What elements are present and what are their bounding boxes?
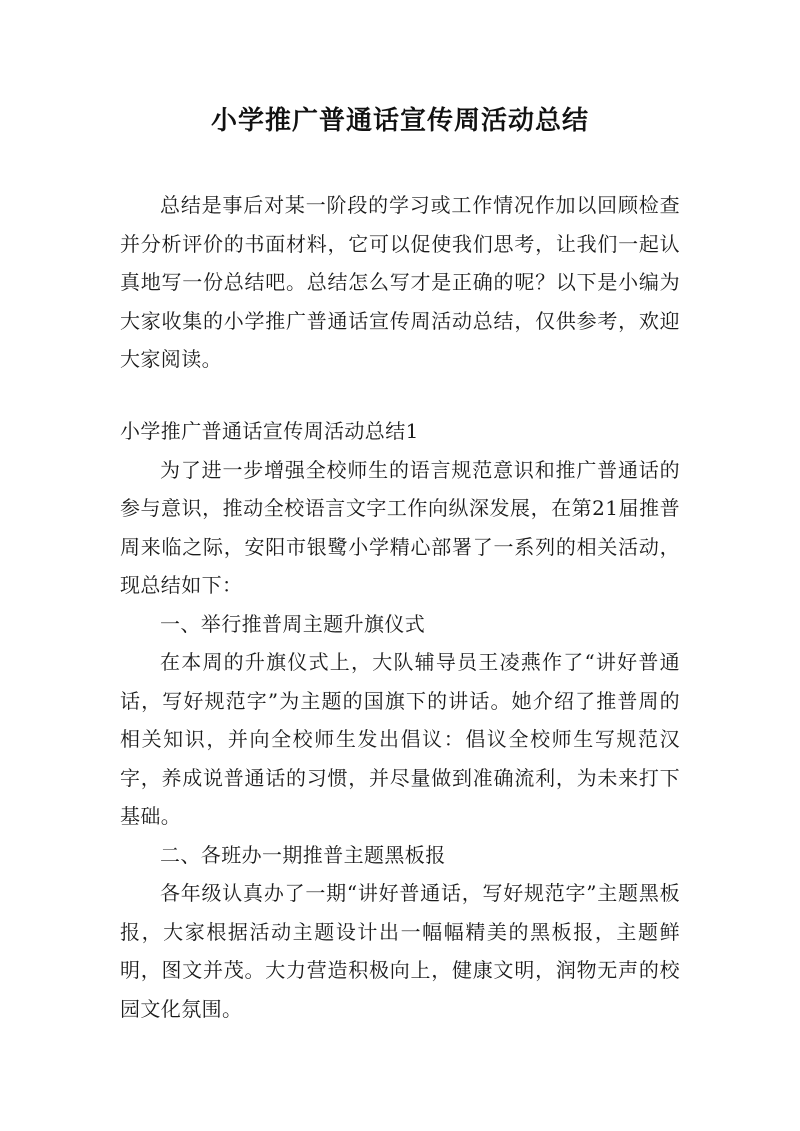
body-paragraph: 为了进一步增强全校师生的语言规范意识和推广普通话的参与意识，推动全校语言文字工作向纵深发展，在第21届推普周来临之际，安阳市银鹭小学精心部署了一系列的相关活动，现总结如下：	[120, 457, 680, 597]
intro-paragraph: 总结是事后对某一阶段的学习或工作情况作加以回顾检查并分析评价的书面材料，它可以促使我们思考，让我们一起认真地写一份总结吧。总结怎么写才是正确的呢？以下是小编为大家收集的小学推广普通话宣传周活动总结，仅供参考，欢迎大家阅读。	[120, 193, 680, 371]
intro-block	[120, 186, 680, 379]
body-paragraph: 各年级认真办了一期“讲好普通话，写好规范字”主题黑板报，大家根据活动主题设计出一幅幅精美的黑板报，主题鲜明，图文并茂。大力营造积极向上，健康文明，润物无声的校园文化氛围。	[120, 881, 680, 1021]
document-title: 小学推广普通话宣传周活动总结	[210, 106, 589, 136]
subheading: 一、举行推普周主题升旗仪式	[160, 611, 426, 636]
body-paragraph: 在本周的升旗仪式上，大队辅导员王凌燕作了“讲好普通话，写好规范字”为主题的国旗下的讲话。她介绍了推普周的相关知识，并向全校师生发出倡议：倡议全校师生写规范汉字，养成说普通话的习惯，并尽量做到准确流利，为未来打下基础。	[120, 650, 680, 828]
section-block	[120, 412, 680, 1028]
subheading: 二、各班办一期推普主题黑板报	[160, 842, 446, 867]
section-title: 小学推广普通话宣传周活动总结1	[120, 419, 419, 443]
